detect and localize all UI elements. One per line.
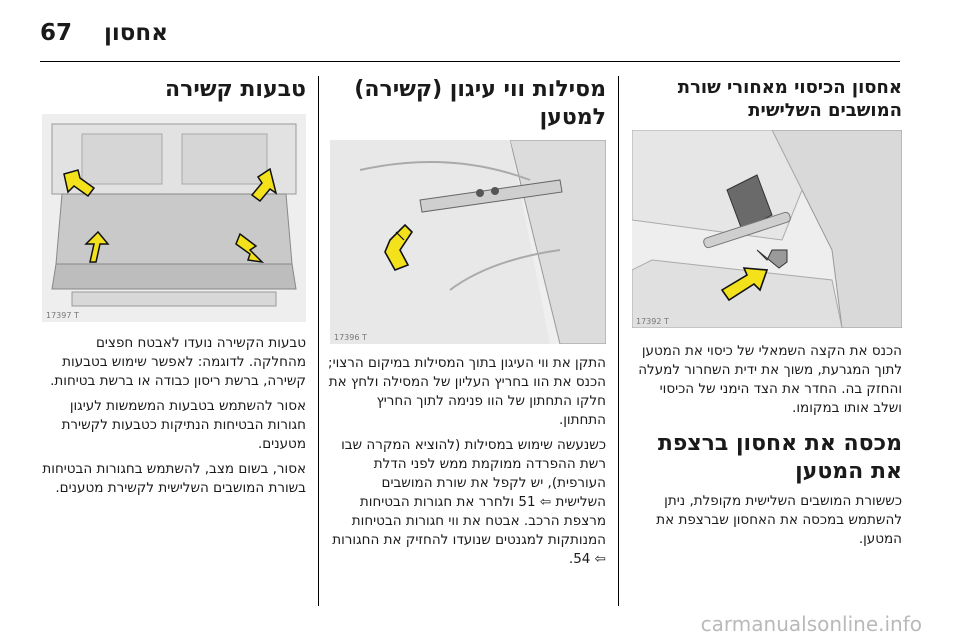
rails-text-2: כשנעשה שימוש במסילות (להוציא המקרה שבו רשת ההפרדה ממוקמת ממש לפני הדלת העורפית), יש לקפל את שורת המושבים השלישית ⇦ 51 ולחרר את חגורות הבטיחות מרצפת הרכב. אבטח את ווי חגורות הבטיחות המנותקות למגנטים שנועדו להחזיק את החגורות ⇦ 54. [332, 437, 606, 567]
tie-rings-heading: טבעות קשירה [165, 77, 306, 102]
page-header [0, 0, 960, 62]
rails-illustration [330, 140, 606, 344]
section-name: אחסון [104, 20, 168, 46]
cover-storage-text: הכנס את הקצה השמאלי של כיסוי את המטען לתוך המגרעת, משוך את ידית השחרור למעלה והחזק בה. החדר את הצד הימני של הכיסוי ושלב אותו במקומו. [638, 343, 902, 416]
site-watermark: carmanualsonline.info [700, 612, 922, 636]
figure-code: 17396 T [334, 333, 367, 342]
tie-rings-illustration [42, 114, 306, 322]
figure-code: 17392 T [636, 317, 669, 326]
tie-rings-text-2: אסור להשתמש בטבעות המשמשות לעיגון חגורות הבטיחות הנתיקות כטבעות לקשירת מטענים. [61, 398, 306, 452]
rails-text-1: התקן את ווי העיגון בתוך המסילות במיקום הרצוי; הכנס את הוו בחריץ העליון של המסילה ולחץ את חלקו התחתון של הוו פנימה לתוך החריץ התחתון. [328, 355, 606, 428]
tie-rings-text-1: טבעות הקשירה נועדו לאבטח חפצים מהחלקה. לדוגמה: לאפשר שימוש בטבעות קשירה, ברשת ריסון כבודה או ברשת בטיחות. [50, 335, 306, 389]
page-number: 67 [40, 20, 73, 46]
floor-storage-heading: מכסה את אחסון ברצפת את המטען [657, 431, 902, 484]
rails-heading: מסילות ווי עיגון (קשירה) למטען [354, 77, 606, 130]
column-divider [618, 76, 619, 606]
column-cover-storage [630, 76, 902, 549]
column-divider [318, 76, 319, 606]
tie-rings-text-3: אסור, בשום מצב, להשתמש בחגורות הבטיחות בשורת המושבים השלישית לקשירת מטענים. [42, 461, 306, 496]
header-rule [40, 61, 900, 62]
cover-storage-illustration [632, 130, 902, 328]
floor-storage-text: כששורת המושבים השלישית מקופלת, ניתן להשתמש במכסה את האחסון שברצפת את המטען. [656, 493, 902, 547]
figure-code: 17397 T [46, 311, 79, 320]
cover-storage-heading: אחסון הכיסוי מאחורי שורת המושבים השלישית [677, 77, 902, 121]
column-tie-rings [40, 76, 306, 498]
column-rails [328, 76, 606, 569]
